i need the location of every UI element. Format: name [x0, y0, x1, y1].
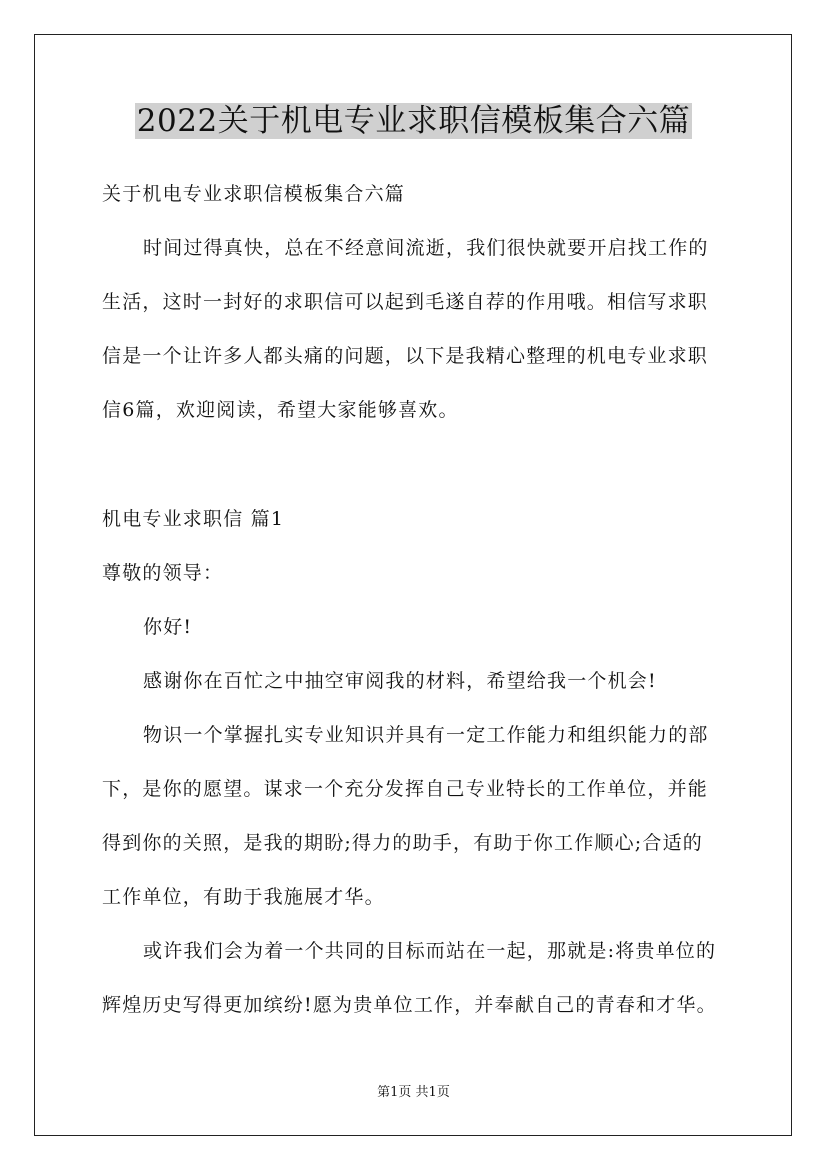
body-line: 辉煌历史写得更加缤纷!愿为贵单位工作，并奉献自己的青春和才华。: [102, 994, 717, 1016]
intro-line: 时间过得真快，总在不经意间流逝，我们很快就要开启找工作的: [143, 237, 709, 259]
section-heading: 机电专业求职信 篇1: [102, 508, 285, 530]
greeting: 你好!: [143, 616, 193, 638]
page-footer: 第1页 共1页: [377, 1085, 450, 1100]
body-line: 得到你的关照，是我的期盼;得力的助手，有助于你工作顺心;合适的: [102, 832, 704, 854]
body-line: 感谢你在百忙之中抽空审阅我的材料，希望给我一个机会!: [143, 670, 657, 692]
body-line: 或许我们会为着一个共同的目标而站在一起，那就是:将贵单位的: [143, 940, 717, 962]
body-line: 工作单位，有助于我施展才华。: [102, 886, 385, 908]
intro-line: 信是一个让许多人都头痛的问题，以下是我精心整理的机电专业求职: [102, 345, 709, 367]
body-line: 物识一个掌握扎实专业知识并具有一定工作能力和组织能力的部: [143, 724, 709, 746]
body-line: 下，是你的愿望。谋求一个充分发挥自己专业特长的工作单位，并能: [102, 778, 709, 800]
document-title: 2022关于机电专业求职信模板集合六篇: [136, 103, 691, 139]
document-subtitle: 关于机电专业求职信模板集合六篇: [102, 183, 406, 205]
intro-line: 信6篇，欢迎阅读，希望大家能够喜欢。: [102, 399, 459, 421]
salutation: 尊敬的领导：: [102, 562, 224, 584]
intro-line: 生活，这时一封好的求职信可以起到毛遂自荐的作用哦。相信写求职: [102, 291, 709, 313]
